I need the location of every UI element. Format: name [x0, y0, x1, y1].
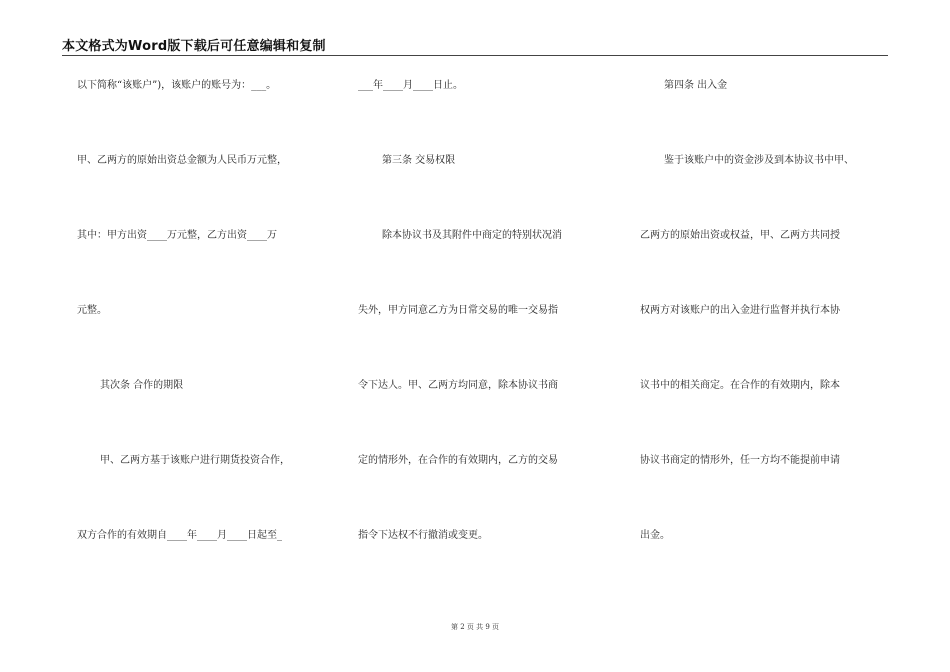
text-line: ___年____月____日止。: [358, 80, 463, 91]
section-heading: 第三条 交易权限: [382, 155, 456, 166]
text-line: 鉴于该账户中的资金涉及到本协议书中甲、: [664, 155, 854, 166]
text-line: 协议书商定的情形外，任一方均不能提前申请: [640, 455, 840, 466]
document-header: [62, 36, 888, 56]
text-line: 元整。: [77, 305, 107, 316]
text-line: 甲、乙两方的原始出资总金额为人民币万元整，: [77, 155, 287, 166]
page-number: 第 2 页 共 9 页: [450, 623, 500, 631]
text-line: 甲、乙两方基于该账户进行期货投资合作，: [100, 455, 290, 466]
text-line: 失外，甲方同意乙方为日常交易的唯一交易指: [358, 305, 558, 316]
text-line: 出金。: [640, 530, 670, 541]
text-line: 令下达人。甲、乙两方均同意，除本协议书商: [358, 380, 558, 391]
text-line: 双方合作的有效期自____年____月____日起至_: [77, 530, 282, 541]
text-line: 乙两方的原始出资或权益，甲、乙两方共同授: [640, 230, 840, 241]
text-line: 定的情形外，在合作的有效期内，乙方的交易: [358, 455, 558, 466]
text-line: 除本协议书及其附件中商定的特别状况消: [382, 230, 562, 241]
text-line: 指令下达权不行撤消或变更。: [358, 530, 488, 541]
text-line: 议书中的相关商定。在合作的有效期内，除本: [640, 380, 840, 391]
header-title: 本文格式为Word版下载后可任意编辑和复制: [62, 39, 326, 54]
text-line: 权两方对该账户的出入金进行监督并执行本协: [640, 305, 840, 316]
text-line: 以下简称“该账户”)，该账户的账号为：___。: [77, 80, 277, 91]
section-heading: 第四条 出入金: [664, 80, 728, 91]
text-line: 其中：甲方出资____万元整，乙方出资____万: [77, 230, 277, 241]
section-heading: 其次条 合作的期限: [100, 380, 184, 391]
